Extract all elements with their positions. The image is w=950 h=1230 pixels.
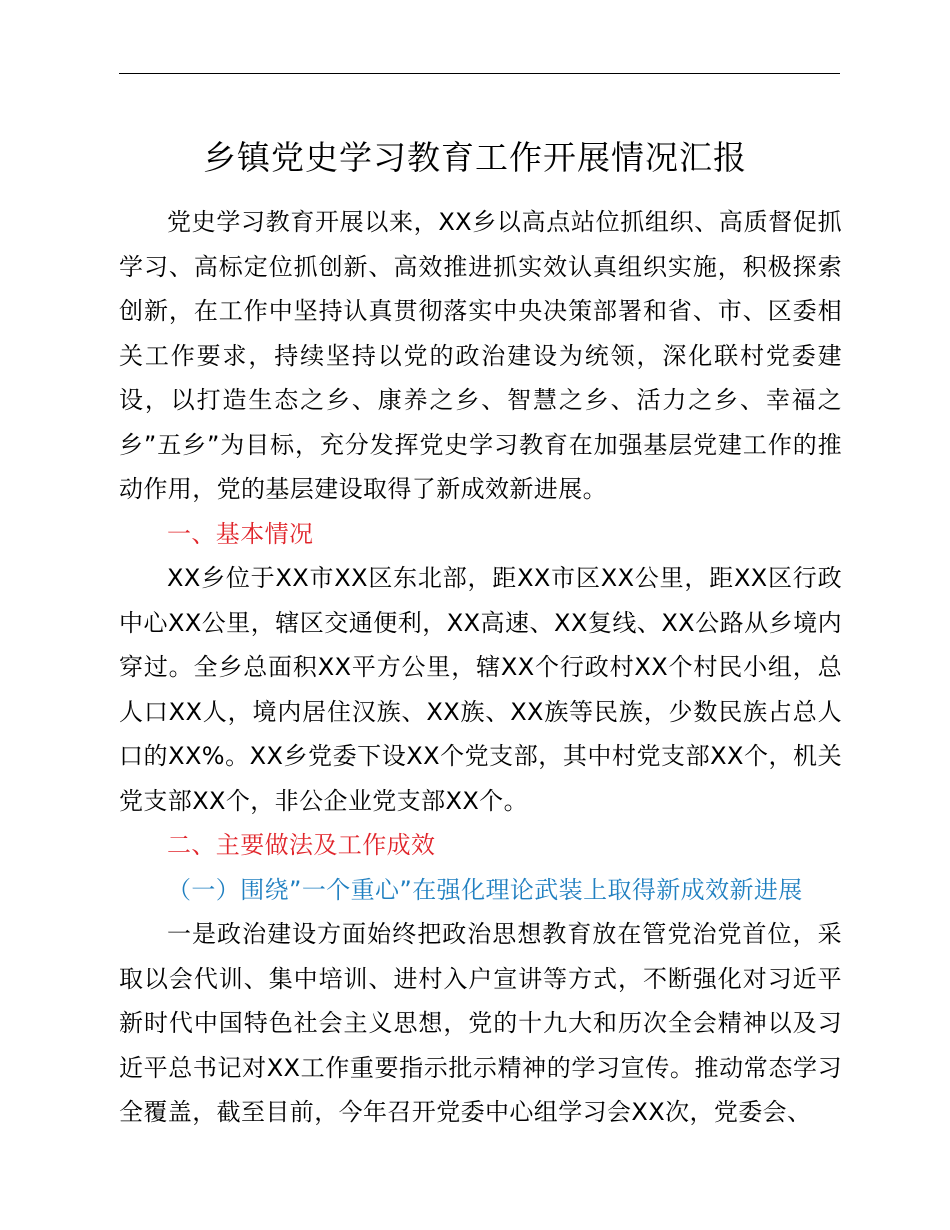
subsection-heading-theory: （一）围绕”一个重心”在强化理论武装上取得新成效新进展 <box>167 875 803 904</box>
header-rule <box>119 73 840 74</box>
section-heading-main-practices: 二、主要做法及工作成效 <box>167 831 436 859</box>
section-heading-basic-info: 一、基本情况 <box>167 519 314 548</box>
document-title: 乡镇党史学习教育工作开展情况汇报 <box>203 138 747 177</box>
intro-paragraph: 党史学习教育开展以来，XX乡以高点站位抓组织、高质督促抓学习、高标定位抓创新、高效推进抓实效认真组织实施，积极探索创新，在工作中坚持认真贯彻落实中央决策部署和省、市、区委相关工作要求，持续坚持以党的政治建设为统领，深化联村党委建设，以打造生态之乡、康养之乡、智慧之乡、活力之乡、幸福之乡”五乡”为目标，充分发挥党史学习教育在加强基层党建工作的推动作用，党的基层建设取得了新成效新进展。 <box>119 208 842 503</box>
theory-paragraph: 一是政治建设方面始终把政治思想教育放在管党治党首位，采取以会代训、集中培训、进村入户宣讲等方式，不断强化对习近平新时代中国特色社会主义思想，党的十九大和历次全会精神以及习近平总书记对XX工作重要指示批示精神的学习宣传。推动常态学习全覆盖，截至目前，今年召开党委中心组学习会XX次，党委会、 <box>119 920 842 1126</box>
basic-info-paragraph: XX乡位于XX市XX区东北部，距XX市区XX公里，距XX区行政中心XX公里，辖区交通便利，XX高速、XX复线、XX公路从乡境内穿过。全乡总面积XX平方公里，辖XX个行政村XX个村民小组，总人口XX人，境内居住汉族、XX族、XX族等民族，少数民族占总人口的XX%。XX乡党委下设XX个党支部，其中村党支部XX个，机关党支部XX个，非公企业党支部XX个。 <box>119 564 842 815</box>
document-body <box>119 200 842 1135</box>
